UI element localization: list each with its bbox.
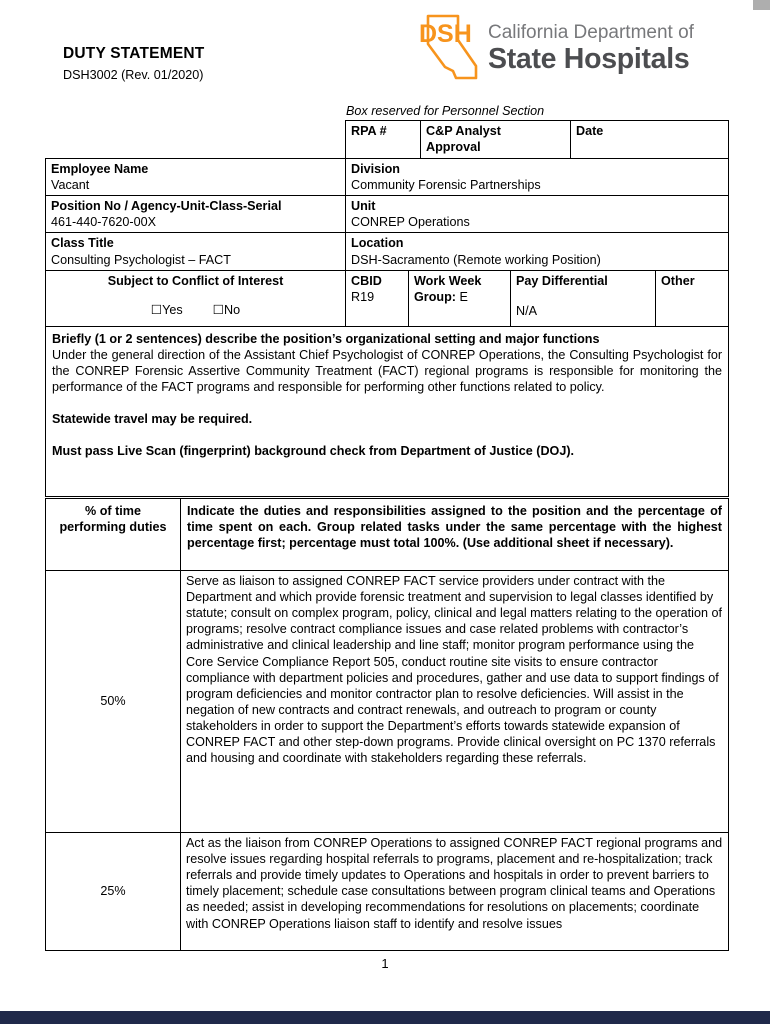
duty-2-description: Act as the liaison from CONREP Operations to assigned CONREP FACT regional programs and resolve issues regarding hospital referrals to programs, placement and re-hospitalization; track referrals and provide timely updates to Operations and hospitals in order to prevent barriers to timely placement; schedule case consultations between program clinical teams and Operations as needed; assist in developing recommendations for resolutions on placements; coordinate with CONREP Operations liaison staff to identify and resolve issues <box>181 833 729 951</box>
logo-org-line2: State Hospitals <box>488 42 690 75</box>
form-number: DSH3002 (Rev. 01/2020) <box>63 67 204 82</box>
scrollbar-thumb[interactable] <box>753 0 770 10</box>
position-info-table <box>45 120 729 497</box>
date-cell <box>571 121 729 159</box>
other-cell <box>656 270 729 326</box>
conflict-no-checkbox[interactable]: ☐No <box>212 302 241 317</box>
page-number: 1 <box>381 956 389 971</box>
location-cell <box>346 233 729 270</box>
duty-row-1 <box>46 571 729 833</box>
unit-label: Unit <box>351 199 376 214</box>
analyst-approval-cell <box>421 121 571 159</box>
livescan-note: Must pass Live Scan (fingerprint) background check from Department of Justice (DOJ). <box>52 444 575 459</box>
division-cell <box>346 159 729 196</box>
unit-cell <box>346 196 729 233</box>
document-header <box>63 44 204 83</box>
employee-division-row <box>46 159 729 196</box>
viewer-bottom-bar <box>0 1011 770 1024</box>
organizational-setting-cell <box>46 326 729 496</box>
cbid-label: CBID <box>351 273 382 288</box>
division-value: Community Forensic Partnerships <box>351 178 541 193</box>
duty-1-percent: 50% <box>46 571 181 833</box>
position-number-value: 461-440-7620-00X <box>51 215 157 230</box>
conflict-yes-checkbox[interactable]: ☐Yes <box>150 302 183 317</box>
employee-name-label: Employee Name <box>51 162 149 176</box>
duties-instructions: Indicate the duties and responsibilities assigned to the position and the percentage of time spent on each. Group related tasks under the same percentage with the highest percentage first; percentage must total 100%. (Use additional sheet if necessary). <box>187 504 722 551</box>
class-title-value: Consulting Psychologist – FACT <box>51 252 231 267</box>
duties-header-row <box>46 499 729 571</box>
personnel-row <box>46 121 729 159</box>
work-week-cell <box>409 270 511 326</box>
conflict-checkboxes <box>51 302 340 318</box>
svg-text:DSH: DSH <box>419 20 472 48</box>
percent-time-header-cell <box>46 499 181 571</box>
pay-differential-cell <box>511 270 656 326</box>
duties-instructions-cell <box>181 499 729 571</box>
travel-note: Statewide travel may be required. <box>52 412 253 427</box>
organizational-setting-heading: Briefly (1 or 2 sentences) describe the position’s organizational setting and major functions <box>52 331 600 346</box>
duty-row-2 <box>46 833 729 951</box>
division-label: Division <box>351 162 400 176</box>
duty-1-description: Serve as liaison to assigned CONREP FACT service providers under contract with the Department and which provide forensic treatment and supervision to legal classes identified by statute; consult on complex program, policy, clinical and legal matters relating to the operation of programs; resolve contract compliance issues and case related problems with contractor’s administrative and clinical leadership and line staff; monitor program performance using the Core Service Compliance Report 505, conduct routine site visits to ensure contractor compliance with department policies and procedures, gather and use data to support findings of program deficiencies and monitor contractor plan to resolve deficiencies. Will assist in the negation of new contracts and contract renewals, and outreach to program or county stakeholders in order to support the Department’s efforts towards statewide expansion of CONREP FACT and other step-down programs. Provide clinical oversight on PC 1370 referrals and housing and coordinate with stakeholders regarding these referrals. <box>181 571 729 833</box>
logo-wordmark <box>488 22 694 75</box>
duty-2-percent: 25% <box>46 833 181 951</box>
conflict-cbid-row <box>46 270 729 326</box>
pay-differential-label: Pay Differential <box>516 273 608 288</box>
location-label: Location <box>351 236 404 251</box>
organizational-setting-row <box>46 326 729 496</box>
class-title-label: Class Title <box>51 236 114 251</box>
document-title: DUTY STATEMENT <box>63 45 205 62</box>
work-week-label: Work Week Group: <box>414 273 482 304</box>
duties-table <box>45 498 729 951</box>
rpa-cell <box>346 121 421 159</box>
employee-name-cell <box>46 159 346 196</box>
cbid-cell <box>346 270 409 326</box>
class-title-cell <box>46 233 346 270</box>
unit-value: CONREP Operations <box>351 215 470 230</box>
location-value: DSH-Sacramento (Remote working Position) <box>351 252 601 267</box>
pay-differential-value: N/A <box>516 303 538 318</box>
class-location-row <box>46 233 729 270</box>
cbid-value: R19 <box>351 289 375 304</box>
analyst-approval-label: C&P Analyst Approval <box>426 124 501 155</box>
logo-org-line1: California Department of <box>488 22 694 44</box>
position-number-cell <box>46 196 346 233</box>
employee-name-value: Vacant <box>51 178 90 193</box>
dsh-logo <box>414 8 694 90</box>
organizational-setting-paragraph: Under the general direction of the Assistant Chief Psychologist of CONREP Operations, the Consulting Psychologist for the CONREP Forensic Assertive Community Treatment (FACT) regional programs is responsible for monitoring the performance of the FACT programs and responsible for performing other functions related to policy. <box>52 347 723 394</box>
date-label: Date <box>576 124 604 138</box>
personnel-section-caption: Box reserved for Personnel Section <box>346 104 545 118</box>
conflict-of-interest-cell <box>46 270 346 326</box>
conflict-of-interest-label: Subject to Conflict of Interest <box>107 273 284 288</box>
work-week-value: E <box>459 289 468 304</box>
california-dsh-icon <box>414 8 478 90</box>
percent-time-header: % of time performing duties <box>59 504 167 535</box>
position-unit-row <box>46 196 729 233</box>
rpa-label: RPA # <box>351 124 387 138</box>
other-label: Other <box>661 273 695 288</box>
position-number-label: Position No / Agency-Unit-Class-Serial <box>51 199 282 214</box>
personnel-row-spacer <box>46 121 346 159</box>
